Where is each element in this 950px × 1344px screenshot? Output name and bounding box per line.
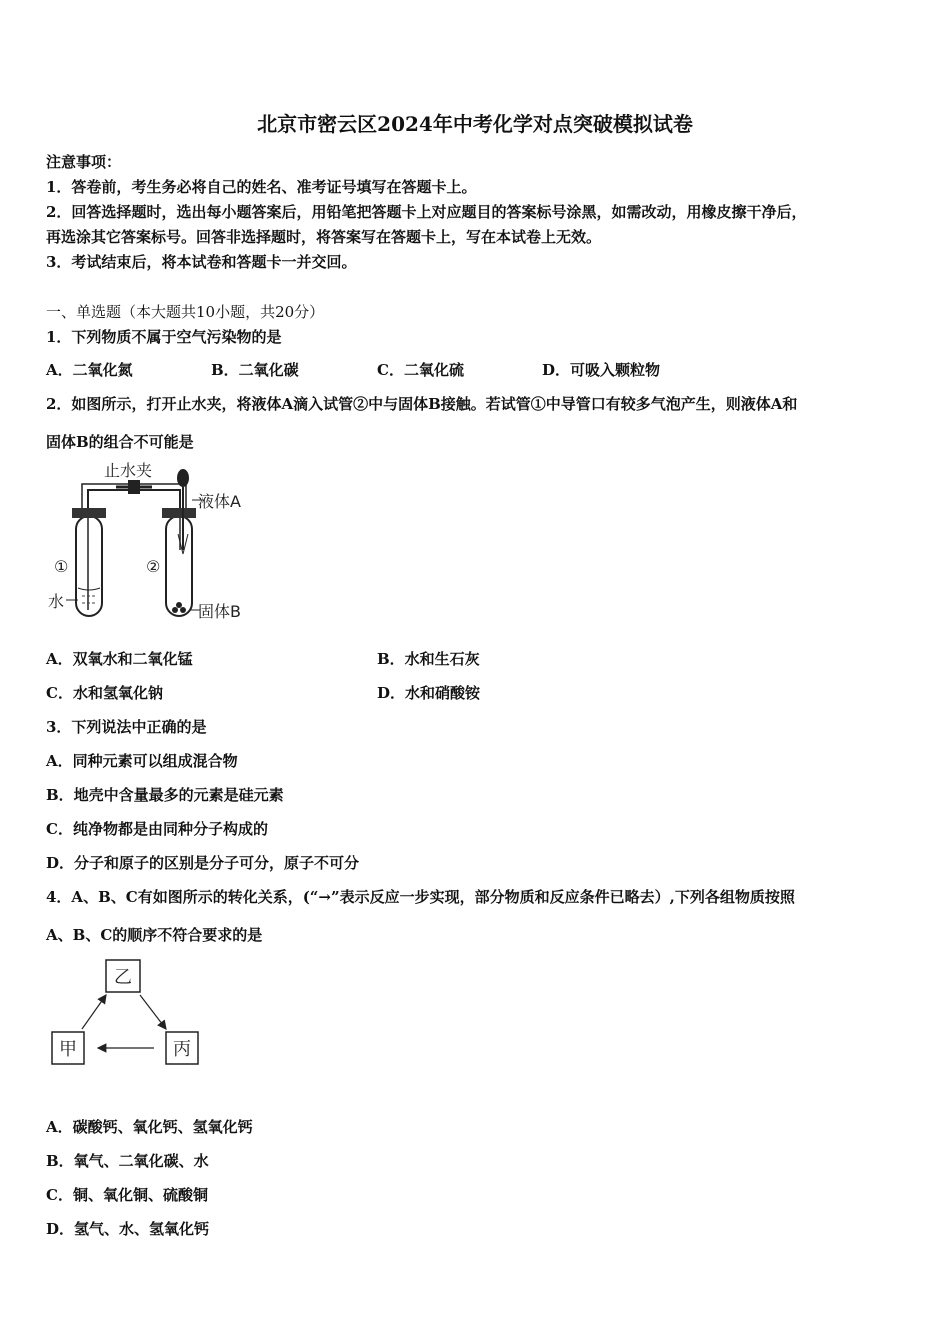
dropper-bulb — [177, 469, 189, 487]
clamp-label: 止水夹 — [104, 461, 153, 480]
q4-option-d: D．氢气、水、氢氧化钙 — [46, 1220, 210, 1238]
section-heading: 一、单选题（本大题共10小题，共20分） — [46, 303, 325, 321]
tube-1-label: ① — [54, 557, 69, 576]
node-left-label: 甲 — [59, 1039, 77, 1060]
q4-option-c: C．铜、氧化铜、硫酸铜 — [46, 1186, 208, 1204]
q2-option-a: A．双氧水和二氧化锰 — [46, 650, 193, 668]
arrow-top-to-right — [140, 995, 166, 1029]
node-top-label: 乙 — [114, 967, 132, 988]
q4-option-b: B．氧气、二氧化碳、水 — [46, 1152, 209, 1170]
solid-b-label: 固体B — [198, 602, 241, 621]
notice-item: 3．考试结束后，将本试卷和答题卡一并交回。 — [46, 253, 357, 271]
notice-item: 2．回答选择题时，选出每小题答案后，用铅笔把答题卡上对应题目的答案标号涂黑，如需改动，用橡皮擦干净后， — [46, 203, 807, 221]
node-right-label: 丙 — [173, 1039, 191, 1060]
question-4-stem: 4．A、B、C有如图所示的转化关系，(“→”表示反应一步实现，部分物质和反应条件已略去）,下列各组物质按照 — [46, 888, 795, 906]
apparatus-figure — [44, 460, 284, 630]
question-2-stem: 2．如图所示，打开止水夹，将液体A滴入试管②中与固体B接触。若试管①中导管口有较多气泡产生，则液体A和 — [46, 395, 798, 413]
q2-option-d: D．水和硝酸铵 — [377, 684, 481, 702]
q3-option-a: A．同种元素可以组成混合物 — [46, 752, 238, 770]
page-title: 北京市密云区2024年中考化学对点突破模拟试卷 — [257, 112, 693, 136]
q1-option-b: B．二氧化碳 — [211, 361, 299, 379]
arrow-left-to-top — [82, 995, 106, 1029]
question-3-stem: 3．下列说法中正确的是 — [46, 718, 207, 736]
test-tube-2 — [166, 516, 192, 616]
notice-heading: 注意事项： — [46, 153, 122, 171]
question-2-stem-cont: 固体B的组合不可能是 — [46, 433, 194, 451]
water-label: 水 — [48, 592, 65, 611]
notice-item: 再选涂其它答案标号。回答非选择题时，将答案写在答题卡上，写在本试卷上无效。 — [46, 228, 602, 246]
q4-option-a: A．碳酸钙、氧化钙、氢氧化钙 — [46, 1118, 253, 1136]
question-1-stem: 1．下列物质不属于空气污染物的是 — [46, 328, 282, 346]
q3-option-d: D．分子和原子的区别是分子可分，原子不可分 — [46, 854, 360, 872]
q2-option-b: B．水和生石灰 — [377, 650, 480, 668]
tube-2-label: ② — [146, 557, 161, 576]
notice-item: 1．答卷前，考生务必将自己的姓名、准考证号填写在答题卡上。 — [46, 178, 477, 196]
conversion-diagram — [44, 955, 214, 1073]
q1-option-d: D．可吸入颗粒物 — [542, 361, 661, 379]
q3-option-b: B．地壳中含量最多的元素是硅元素 — [46, 786, 284, 804]
q3-option-c: C．纯净物都是由同种分子构成的 — [46, 820, 268, 838]
q1-option-a: A．二氧化氮 — [46, 361, 133, 379]
q2-option-c: C．水和氢氧化钠 — [46, 684, 163, 702]
q1-option-c: C．二氧化硫 — [377, 361, 464, 379]
liquid-a-label: 液体A — [198, 492, 241, 511]
question-4-stem-cont: A、B、C的顺序不符合要求的是 — [46, 926, 263, 944]
test-tube-1 — [76, 516, 102, 616]
